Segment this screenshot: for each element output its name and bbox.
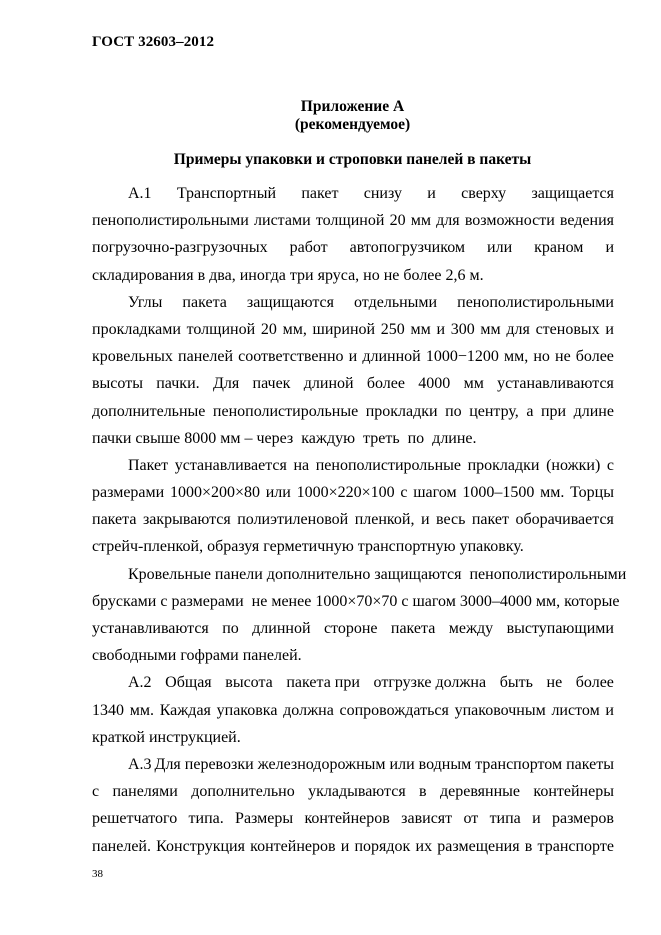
word: работ bbox=[289, 239, 328, 257]
word: 1000×220×100 bbox=[296, 484, 395, 502]
text-run: стрейч-пленкой, образуя герметичную транспортную упаковку. bbox=[92, 538, 524, 556]
word: упаковочным bbox=[454, 701, 546, 719]
word: пенополистирольными bbox=[457, 293, 614, 311]
word: панелей bbox=[178, 348, 234, 366]
word: прокладками bbox=[92, 320, 181, 338]
word: от bbox=[463, 810, 479, 828]
text-line bbox=[92, 615, 614, 642]
word: устанавливается bbox=[174, 456, 287, 474]
word: контейнеры bbox=[533, 783, 614, 801]
word: при bbox=[540, 402, 567, 420]
word: толщиной bbox=[315, 212, 385, 230]
text-line bbox=[92, 588, 620, 615]
word: контейнеров bbox=[304, 810, 390, 828]
word: устанавливаются bbox=[497, 375, 614, 393]
word: с bbox=[92, 783, 100, 801]
word: Конструкция bbox=[156, 837, 245, 855]
word: высоты bbox=[92, 375, 143, 393]
word: и bbox=[605, 239, 614, 257]
word: и bbox=[340, 837, 350, 855]
word: порядок bbox=[354, 837, 411, 855]
word: отдельными bbox=[354, 293, 438, 311]
word: ведения bbox=[559, 212, 614, 230]
text-line bbox=[92, 343, 614, 370]
word: дополнительные bbox=[92, 402, 206, 420]
word: Углы bbox=[128, 293, 163, 311]
word: мм, bbox=[282, 320, 307, 338]
word: пакета bbox=[92, 511, 137, 529]
word: мм, bbox=[503, 348, 529, 366]
word: и bbox=[348, 348, 358, 366]
text-run: брусками с размерами не менее 1000×70×70 с шагом 3000–4000 мм, которые bbox=[92, 592, 620, 610]
word: 20 bbox=[389, 212, 406, 230]
word: должна bbox=[283, 701, 334, 719]
word: пакета bbox=[182, 293, 227, 311]
text-line bbox=[92, 642, 614, 669]
word: более bbox=[366, 375, 405, 393]
text-line bbox=[92, 207, 614, 234]
word: оборачивается bbox=[515, 511, 614, 529]
word: транспорте bbox=[537, 837, 614, 855]
text-line bbox=[92, 425, 614, 452]
word: снизу bbox=[363, 185, 402, 202]
word: упаковка bbox=[216, 701, 278, 719]
word: мм bbox=[480, 320, 501, 338]
word: или bbox=[487, 239, 513, 257]
word: защищается bbox=[531, 185, 614, 202]
paragraph bbox=[92, 751, 614, 860]
word: кровельных bbox=[92, 348, 173, 366]
word: пачек bbox=[252, 375, 291, 393]
word: стороне bbox=[323, 620, 378, 637]
word: пакета bbox=[390, 620, 436, 637]
word: мм bbox=[463, 375, 484, 393]
text-line bbox=[92, 669, 614, 696]
text-run: краткой инструкцией. bbox=[92, 728, 241, 746]
word: прокладки bbox=[467, 456, 540, 474]
text-line bbox=[92, 533, 614, 560]
word: по bbox=[222, 620, 239, 637]
word: Для перевозки железнодорожным или водным транспортом пакеты bbox=[154, 755, 614, 773]
word: быть bbox=[499, 674, 533, 692]
document-body bbox=[92, 180, 627, 860]
word: краном bbox=[534, 239, 584, 257]
word: размеров bbox=[551, 810, 614, 828]
page-number: 38 bbox=[92, 868, 103, 880]
word: на bbox=[293, 456, 310, 474]
word: мм. bbox=[129, 701, 154, 719]
appendix-subtitle: (рекомендуемое) bbox=[294, 116, 411, 133]
word: более bbox=[575, 674, 614, 692]
word: стеновых bbox=[535, 320, 600, 338]
word: Общая bbox=[165, 674, 212, 692]
word: их bbox=[415, 837, 433, 855]
appendix-title: Приложение А bbox=[300, 98, 405, 115]
word: дополнительно bbox=[191, 783, 295, 801]
word: типа bbox=[489, 810, 521, 828]
word: толщиной bbox=[186, 320, 256, 338]
word: Для bbox=[212, 375, 240, 393]
word: длиной bbox=[303, 375, 354, 393]
word: зависят bbox=[401, 810, 453, 828]
word: Торцы bbox=[570, 484, 614, 502]
section-title: Примеры упаковки и строповки панелей в пакеты bbox=[173, 151, 532, 168]
word: укладываются bbox=[308, 783, 406, 801]
word: устанавливаются bbox=[92, 620, 209, 637]
text-line bbox=[92, 370, 614, 397]
text-line bbox=[92, 289, 614, 316]
word: размерами bbox=[92, 484, 165, 502]
text-line bbox=[92, 697, 614, 724]
word: с bbox=[400, 484, 408, 502]
text-run: пачки свыше 8000 мм – через каждую треть по длине. bbox=[92, 429, 477, 447]
word: центру, bbox=[469, 402, 519, 420]
word: сопровождаться bbox=[339, 701, 449, 719]
word: пачки. bbox=[156, 375, 200, 393]
text-line bbox=[92, 506, 614, 533]
word: мм. bbox=[540, 484, 565, 502]
word: или bbox=[265, 484, 291, 502]
word: для bbox=[506, 320, 530, 338]
word: А.2 bbox=[128, 674, 152, 692]
text-line bbox=[92, 479, 614, 506]
text-run: свободными гофрами панелей. bbox=[92, 647, 302, 665]
paragraph bbox=[92, 289, 614, 452]
text-line bbox=[92, 316, 614, 343]
word: контейнеров bbox=[250, 837, 336, 855]
word: между bbox=[448, 620, 494, 637]
paragraph bbox=[92, 452, 614, 561]
word: для bbox=[436, 212, 460, 230]
word: и bbox=[605, 701, 614, 719]
word: 250 bbox=[380, 320, 405, 338]
word: погрузочно-разгрузочных bbox=[92, 239, 268, 257]
word: весь bbox=[436, 511, 466, 529]
word: длине bbox=[573, 402, 614, 420]
word: пакета при bbox=[286, 674, 360, 692]
word: 300 bbox=[450, 320, 475, 338]
word: деревянные bbox=[439, 783, 520, 801]
word: по bbox=[445, 402, 462, 420]
word: Пакет bbox=[128, 456, 169, 474]
text-line bbox=[92, 234, 614, 261]
word: и bbox=[420, 511, 430, 529]
word: пакет bbox=[471, 511, 509, 529]
word: панелями bbox=[112, 783, 178, 801]
word: Каждая bbox=[159, 701, 211, 719]
word: размещения bbox=[437, 837, 520, 855]
text-line bbox=[92, 561, 627, 588]
word: 1340 bbox=[92, 701, 124, 719]
word: более bbox=[575, 348, 614, 366]
word: и bbox=[532, 810, 541, 828]
text-line bbox=[92, 805, 614, 832]
word: решетчатого bbox=[92, 810, 178, 828]
word: возможности bbox=[464, 212, 555, 230]
text-line bbox=[92, 262, 614, 289]
text-run: складирования в два, иногда три яруса, но не более 2,6 м. bbox=[92, 266, 484, 284]
word: в bbox=[419, 783, 427, 801]
word: сверху bbox=[461, 185, 507, 202]
word: и bbox=[427, 185, 436, 202]
word: не bbox=[555, 348, 571, 366]
word: (ножки) bbox=[546, 456, 601, 474]
word: шириной bbox=[312, 320, 376, 338]
word: и bbox=[605, 320, 614, 338]
word: с bbox=[606, 456, 614, 474]
text-line bbox=[92, 724, 614, 751]
word: выступающими bbox=[506, 620, 614, 637]
paragraph bbox=[92, 669, 614, 751]
word: пакет bbox=[301, 185, 339, 202]
word: высота bbox=[225, 674, 273, 692]
text-line bbox=[92, 398, 614, 425]
word: но bbox=[533, 348, 550, 366]
word: длинной bbox=[252, 620, 311, 637]
text-line bbox=[92, 452, 614, 479]
text-run: Кровельные панели дополнительно защищаются пенополистирольными bbox=[128, 565, 627, 583]
word: типа. bbox=[188, 810, 224, 828]
text-line bbox=[92, 751, 614, 778]
word: в bbox=[524, 837, 533, 855]
word: пенополистирольные bbox=[315, 456, 461, 474]
word: закрываются bbox=[142, 511, 231, 529]
paragraph bbox=[92, 180, 614, 289]
word: длинной bbox=[362, 348, 421, 366]
word: 1000−1200 bbox=[425, 348, 499, 366]
word: листом bbox=[551, 701, 600, 719]
word: 4000 bbox=[418, 375, 451, 393]
word: 1000–1500 bbox=[462, 484, 535, 502]
document-header: ГОСТ 32603–2012 bbox=[92, 34, 215, 50]
word: а bbox=[526, 402, 534, 420]
word: пенополистирольные bbox=[212, 402, 359, 420]
text-line bbox=[92, 778, 614, 805]
word: А.1 bbox=[128, 185, 152, 202]
word: защищаются bbox=[246, 293, 334, 311]
word: листами bbox=[254, 212, 311, 230]
word: пленкой, bbox=[354, 511, 415, 529]
text-line bbox=[92, 833, 614, 860]
word: мм bbox=[410, 320, 431, 338]
word: 20 bbox=[260, 320, 277, 338]
word: и bbox=[436, 320, 446, 338]
word: пенополистирольными bbox=[92, 212, 249, 230]
word: полиэтиленовой bbox=[237, 511, 349, 529]
word: соответственно bbox=[238, 348, 344, 366]
word: не bbox=[546, 674, 563, 692]
word: Транспортный bbox=[176, 185, 277, 202]
word: прокладки bbox=[365, 402, 438, 420]
word: А.3 bbox=[128, 755, 152, 773]
word: 1000×200×80 bbox=[169, 484, 260, 502]
word: мм bbox=[410, 212, 431, 230]
word: автопогрузчиком bbox=[349, 239, 466, 257]
word: шагом bbox=[413, 484, 457, 502]
paragraph bbox=[92, 561, 627, 670]
text-line bbox=[92, 180, 614, 207]
word: Размеры bbox=[235, 810, 294, 828]
word: отгрузке должна bbox=[373, 674, 487, 692]
word: панелей. bbox=[92, 837, 151, 855]
